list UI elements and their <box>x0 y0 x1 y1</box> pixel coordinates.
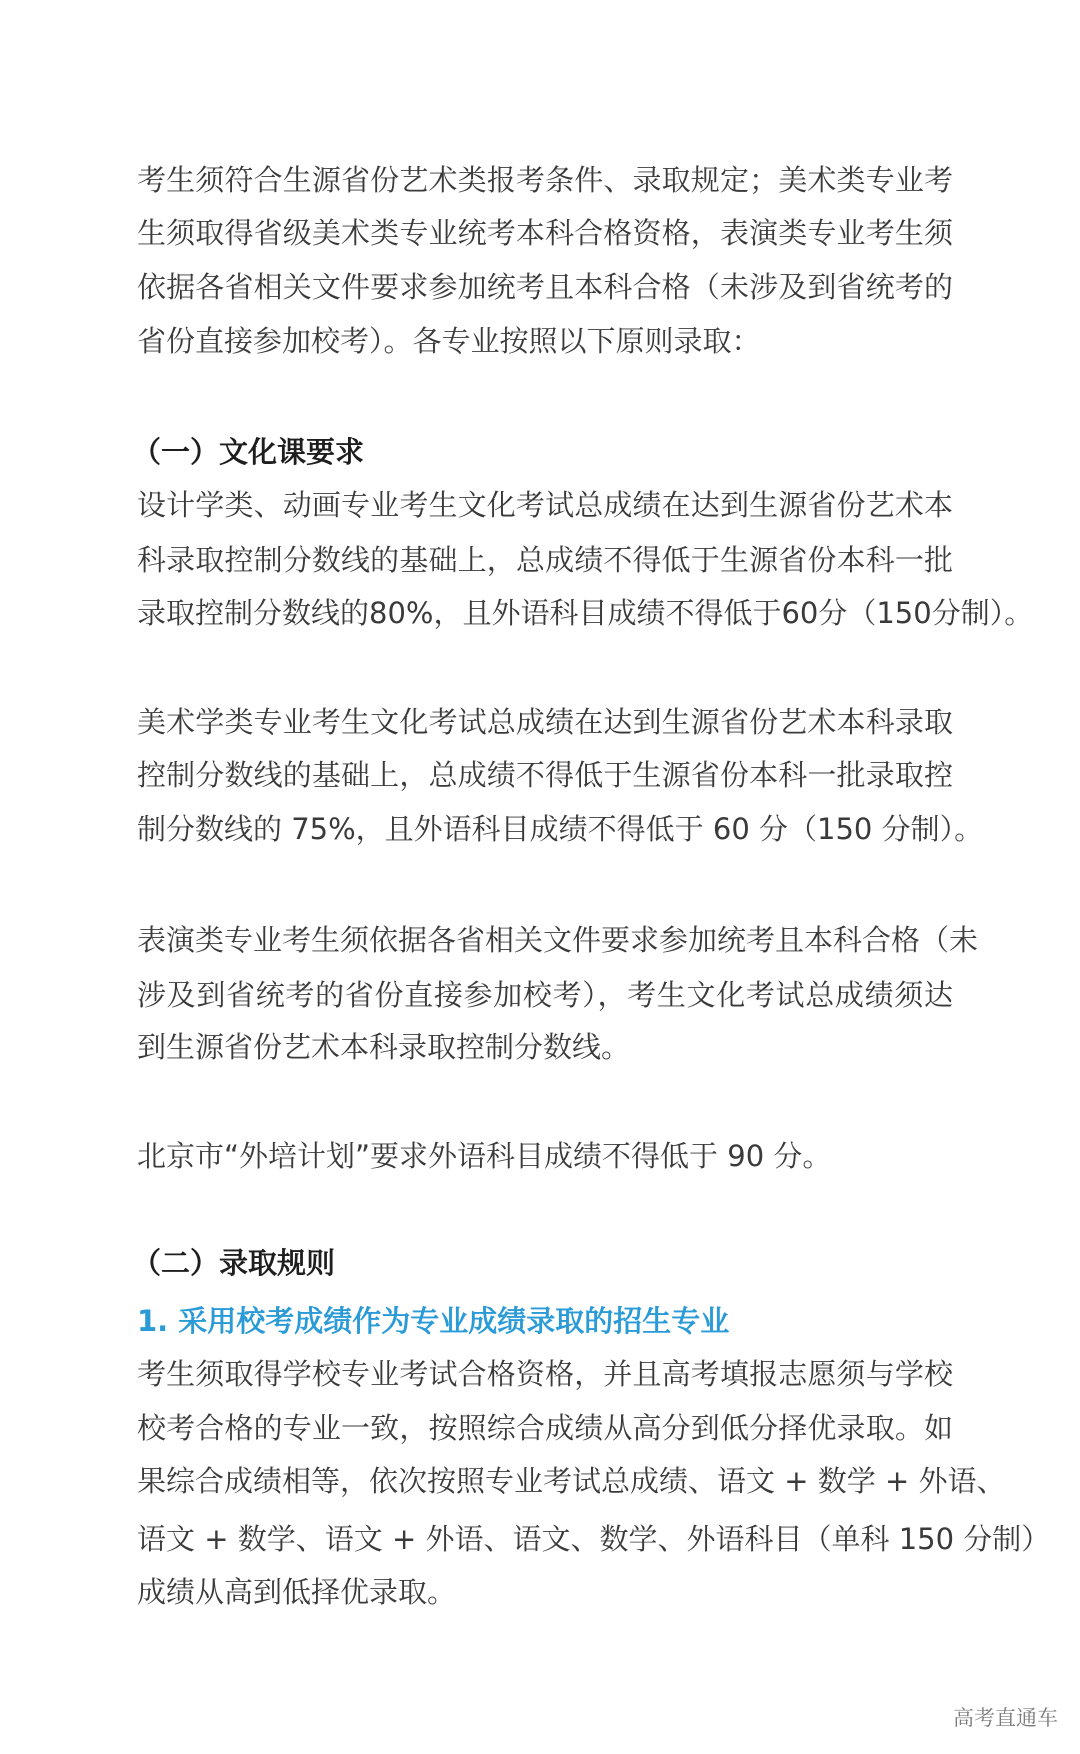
intro-line: 生须取得省级美术类专业统考本科合格资格，表演类专业考生须 <box>137 216 953 250</box>
paragraph-line: 涉及到省统考的省份直接参加校考），考生文化考试总成绩须达 <box>137 978 953 1012</box>
paragraph-line: 科录取控制分数线的基础上，总成绩不得低于生源省份本科一批 <box>137 543 953 577</box>
paragraph-line: 成绩从高到低择优录取。 <box>137 1575 457 1609</box>
intro-line: 省份直接参加校考）。各专业按照以下原则录取： <box>137 324 761 358</box>
paragraph-line: 考生须取得学校专业考试合格资格，并且高考填报志愿须与学校 <box>137 1357 953 1391</box>
paragraph-line: 到生源省份艺术本科录取控制分数线。 <box>137 1030 631 1064</box>
paragraph-line: 果综合成绩相等，依次按照专业考试总成绩、语文 + 数学 + 外语、 <box>137 1464 1006 1498</box>
paragraph-line: 制分数线的 75%，且外语科目成绩不得低于 60 分（150 分制）。 <box>137 812 984 846</box>
intro-line: 考生须符合生源省份艺术类报考条件、录取规定；美术类专业考 <box>137 163 953 197</box>
paragraph-line: 表演类专业考生须依据各省相关文件要求参加统考且本科合格（未 <box>137 923 979 957</box>
paragraph-line: 校考合格的专业一致，按照综合成绩从高分到低分择优录取。如 <box>137 1411 953 1445</box>
paragraph-line: 设计学类、动画专业考生文化考试总成绩在达到生源省份艺术本 <box>137 488 953 522</box>
section-heading-admission-rules: （二）录取规则 <box>132 1246 336 1280</box>
paragraph-line: 北京市“外培计划”要求外语科目成绩不得低于 90 分。 <box>137 1139 832 1173</box>
intro-line: 依据各省相关文件要求参加统考且本科合格（未涉及到省统考的 <box>137 270 953 304</box>
paragraph-line: 录取控制分数线的80%，且外语科目成绩不得低于60分（150分制）。 <box>137 596 1034 630</box>
section-heading-culture-requirements: （一）文化课要求 <box>132 435 365 469</box>
paragraph-line: 控制分数线的基础上，总成绩不得低于生源省份本科一批录取控 <box>137 758 953 792</box>
subsection-heading: 1. 采用校考成绩作为专业成绩录取的招生专业 <box>137 1304 730 1338</box>
paragraph-line: 美术学类专业考生文化考试总成绩在达到生源省份艺术本科录取 <box>137 705 953 739</box>
source-watermark: 高考直通车 <box>953 1706 1058 1730</box>
paragraph-line: 语文 + 数学、语文 + 外语、语文、数学、外语科目（单科 150 分制） <box>137 1522 1051 1556</box>
